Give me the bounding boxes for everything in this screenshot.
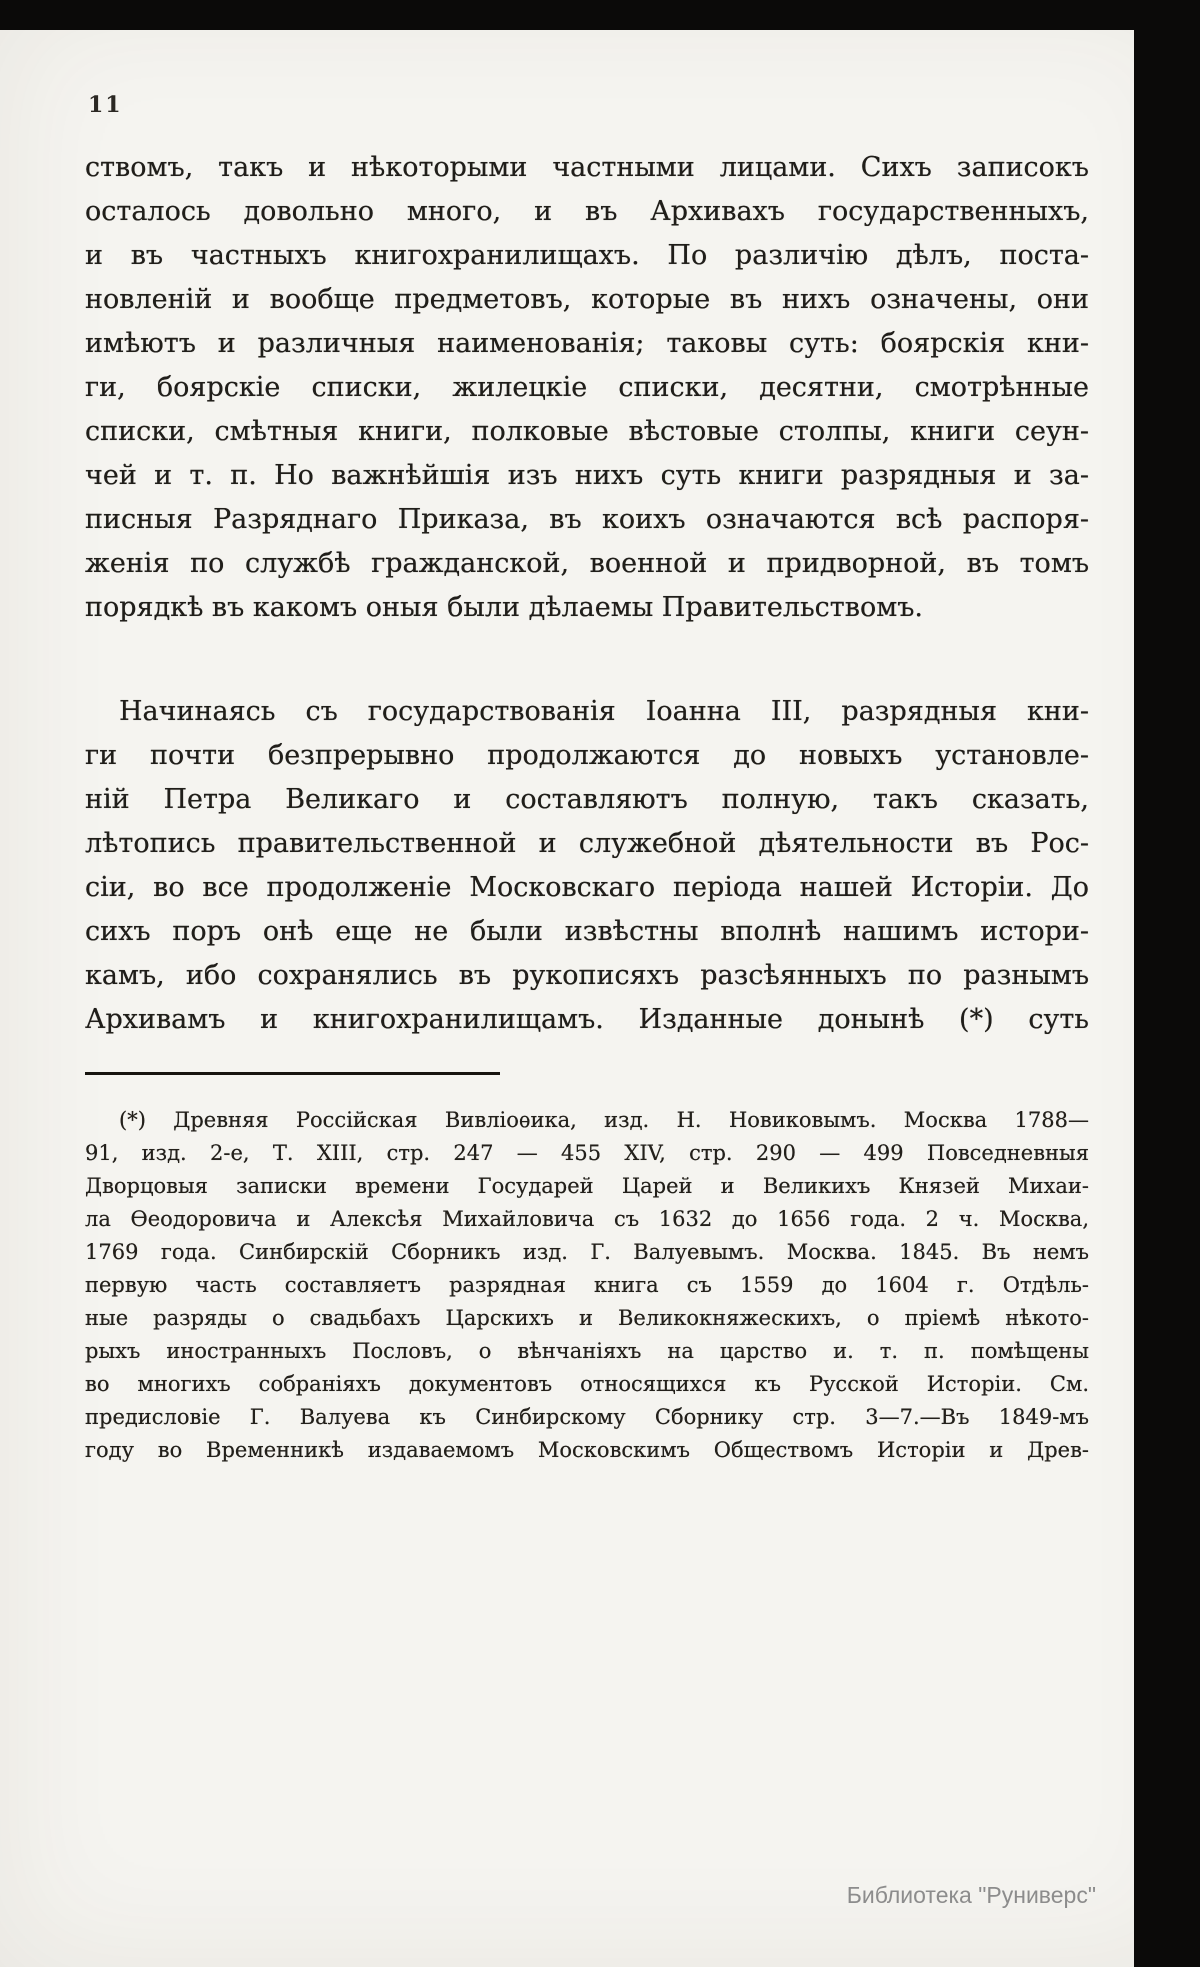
text-line: ные разряды о свадьбахъ Царскихъ и Великокняжескихъ, о пріемѣ нѣкото-: [85, 1306, 1089, 1330]
text-line: 1769 года. Синбирскій Сборникъ изд. Г. Валуевымъ. Москва. 1845. Въ немъ: [85, 1240, 1089, 1264]
text-line: списки, смѣтныя книги, полковые вѣстовые столпы, книги сеун-: [85, 416, 1089, 447]
text-line: году во Временникѣ издаваемомъ Московскимъ Обществомъ Исторіи и Древ-: [85, 1438, 1089, 1462]
text-line: рыхъ иностранныхъ Пословъ, о вѣнчаніяхъ на царство и. т. п. помѣщены: [85, 1339, 1089, 1363]
text-line: порядкѣ въ какомъ оныя были дѣлаемы Правительствомъ.: [85, 592, 923, 623]
text-line: осталось довольно много, и въ Архивахъ государственныхъ,: [85, 196, 1089, 227]
text-line: ній Петра Великаго и составляютъ полную, такъ сказать,: [85, 784, 1089, 815]
runivers-watermark: Библиотека "Руниверс": [846, 1882, 1096, 1908]
text-line: Начинаясь съ государствованія Іоанна III, разрядныя кни-: [119, 696, 1089, 727]
text-line: ствомъ, такъ и нѣкоторыми частными лицами. Сихъ записокъ: [85, 152, 1089, 183]
text-line: сихъ поръ онѣ еще не были извѣстны вполнѣ нашимъ истори-: [85, 916, 1089, 947]
footnote-rule: [85, 1072, 500, 1075]
paragraph-2: [85, 690, 1089, 1042]
top-edge-artifact: [0, 0, 1200, 30]
paragraph-1: [85, 146, 1089, 630]
text-line: предисловіе Г. Валуева къ Синбирскому Сборнику стр. 3—7.—Въ 1849-мъ: [85, 1405, 1089, 1429]
footnote-text: [85, 1104, 1089, 1467]
text-line: Дворцовыя записки времени Государей Царей и Великихъ Князей Михаи-: [85, 1174, 1089, 1198]
text-line: новленій и вообще предметовъ, которые въ нихъ означены, они: [85, 284, 1089, 315]
text-line: первую часть составляетъ разрядная книга съ 1559 до 1604 г. Отдѣль-: [85, 1273, 1089, 1297]
text-line: и въ частныхъ книгохранилищахъ. По различію дѣлъ, поста-: [85, 240, 1089, 271]
text-line: лѣтопись правительственной и служебной дѣятельности въ Рос-: [85, 828, 1089, 859]
text-line: писныя Разряднаго Приказа, въ коихъ означаются всѣ распоря-: [85, 504, 1089, 535]
text-line: женія по службѣ гражданской, военной и придворной, въ томъ: [85, 548, 1089, 579]
text-line: во многихъ собраніяхъ документовъ относящихся къ Русской Исторіи. См.: [85, 1372, 1089, 1396]
text-line: камъ, ибо сохранялись въ рукописяхъ разсѣянныхъ по разнымъ: [85, 960, 1089, 991]
text-line: имѣютъ и различныя наименованія; таковы суть: боярскія кни-: [85, 328, 1089, 359]
text-line: сіи, во все продолженіе Московскаго періода нашей Исторіи. До: [85, 872, 1089, 903]
page-number: 11: [88, 92, 123, 118]
text-line: Архивамъ и книгохранилищамъ. Изданные донынѣ (*) суть: [85, 1004, 1089, 1035]
text-line: чей и т. п. Но важнѣйшія изъ нихъ суть книги разрядныя и за-: [85, 460, 1089, 491]
right-edge-artifact: [1134, 0, 1200, 1967]
main-text: [85, 146, 1089, 1042]
text-line: ги, боярскіе списки, жилецкіе списки, десятни, смотрѣнные: [85, 372, 1089, 403]
text-line: 91, изд. 2-е, Т. XIII, стр. 247 — 455 XIV, стр. 290 — 499 Повседневныя: [85, 1141, 1089, 1165]
text-line: ла Ѳеодоровича и Алексѣя Михайловича съ 1632 до 1656 года. 2 ч. Москва,: [85, 1207, 1089, 1231]
text-line: ги почти безпрерывно продолжаются до новыхъ установле-: [85, 740, 1089, 771]
text-line: (*) Древняя Россійская Вивліоѳика, изд. Н. Новиковымъ. Москва 1788—: [119, 1108, 1089, 1132]
